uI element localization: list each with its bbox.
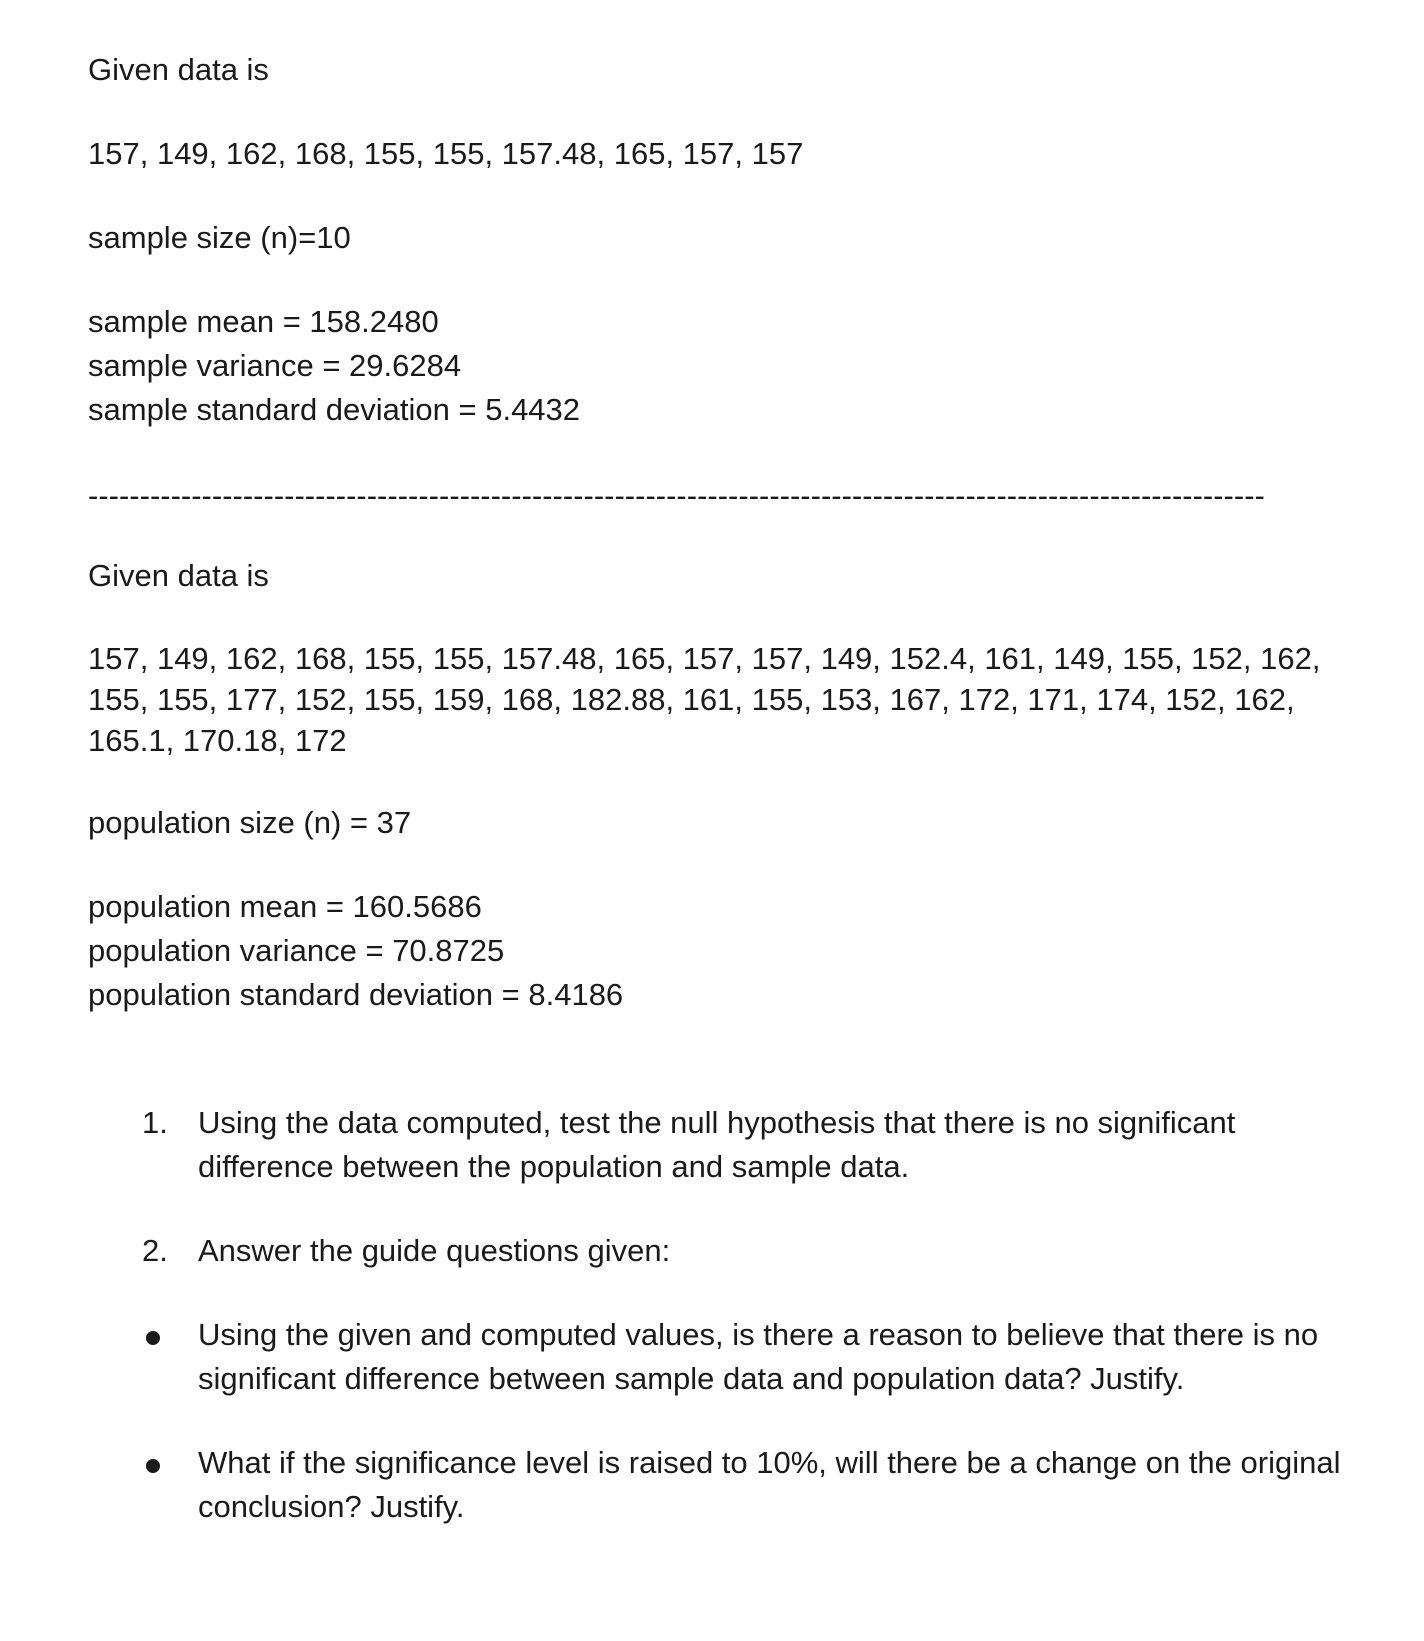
question-text: Answer the guide questions given:: [198, 1233, 671, 1268]
question-list: [88, 1101, 1338, 1273]
bullet-icon: [146, 1459, 160, 1473]
population-std: population standard deviation = 8.4186: [88, 977, 624, 1012]
guide-question-item: [88, 1313, 1358, 1401]
section2-heading: Given data is: [88, 558, 269, 593]
sample-variance: sample variance = 29.6284: [88, 348, 462, 383]
question-text: Using the data computed, test the null hypothesis that there is no significant difference between the population and sample data.: [198, 1105, 1236, 1184]
question-item: [88, 1229, 1358, 1273]
guide-question-item: [88, 1441, 1358, 1529]
guide-question-text: What if the significance level is raised to 10%, will there be a change on the original conclusion? Justify.: [198, 1445, 1341, 1524]
population-variance: population variance = 70.8725: [88, 933, 505, 968]
bullet-icon: [146, 1331, 160, 1345]
sample-mean: sample mean = 158.2480: [88, 304, 439, 339]
document-body: [88, 48, 1341, 1529]
question-item: [88, 1101, 1358, 1189]
sample-data-values: 157, 149, 162, 168, 155, 155, 157.48, 165, 157, 157: [88, 136, 804, 171]
sample-std: sample standard deviation = 5.4432: [88, 392, 581, 427]
section1-heading: Given data is: [88, 52, 269, 87]
population-mean: population mean = 160.5686: [88, 889, 482, 924]
sample-size: sample size (n)=10: [88, 220, 351, 255]
question-number: 2.: [142, 1233, 168, 1268]
guide-question-text: Using the given and computed values, is there a reason to believe that there is no significant difference between sample data and population data? Justify.: [198, 1317, 1319, 1396]
dashed-divider: ------------------------------------------------------------------------------------------------------------------: [88, 478, 1265, 513]
population-data-values: 157, 149, 162, 168, 155, 155, 157.48, 165, 157, 157, 149, 152.4, 161, 149, 155, 152, 162, 155, 155, 177, 152, 155, 159, 168, 182.88, 161, 155, 153, 167, 172, 171, 174, 152, 162, 165.1, 170.18, 172: [88, 641, 1321, 758]
guide-question-list: [88, 1313, 1341, 1529]
question-number: 1.: [142, 1105, 168, 1140]
population-size: population size (n) = 37: [88, 805, 412, 840]
